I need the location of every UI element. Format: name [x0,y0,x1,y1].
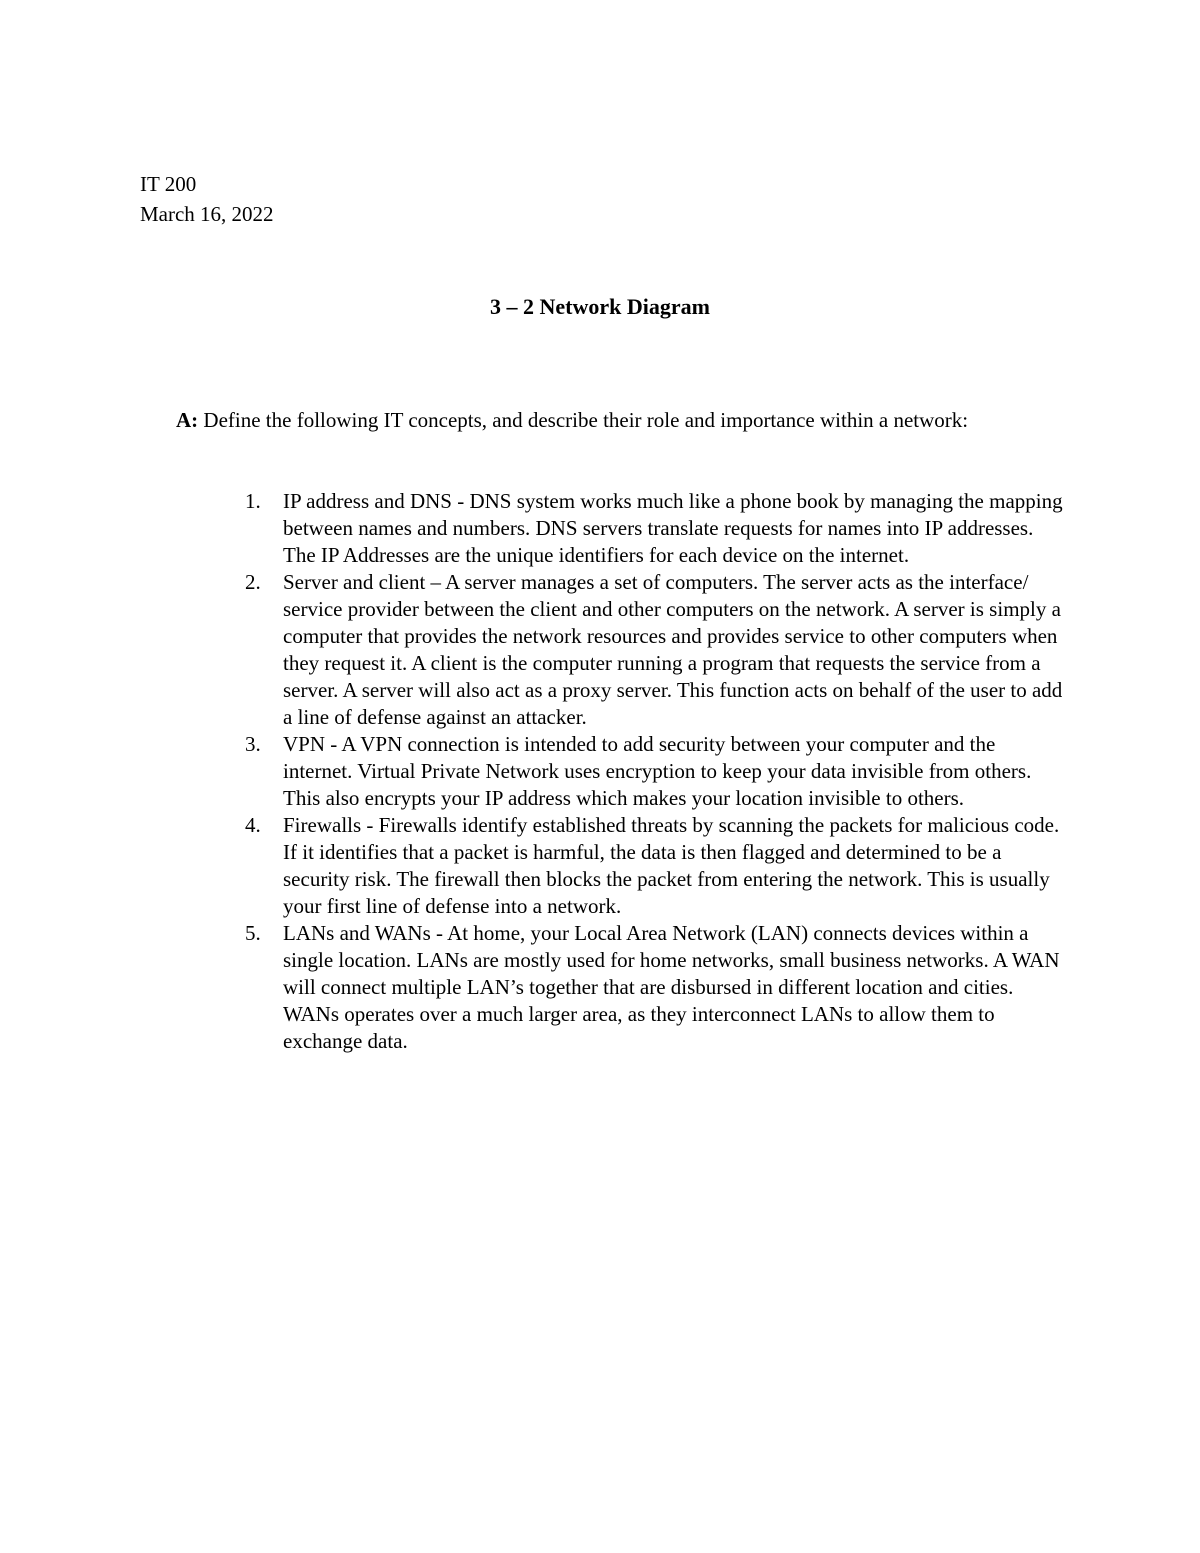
list-item-number: 3. [245,732,261,756]
list-item [0,731,1068,812]
list-item-text: VPN - A VPN connection is intended to add security between your computer and the internet. Virtual Private Network uses encryption to keep your data invisible from others. This also encrypts your IP address which makes your location invisible to others. [283,732,1032,810]
list-item-number: 1. [245,489,261,513]
list-item [0,569,1068,731]
list-item-text: IP address and DNS - DNS system works much like a phone book by managing the mapping between names and numbers. DNS servers translate requests for names into IP addresses. The IP Addresses are the unique identifiers for each device on the internet. [283,489,1063,567]
list-item-number: 5. [245,921,261,945]
document-date: March 16, 2022 [140,202,274,226]
list-item-number: 4. [245,813,261,837]
document-title: 3 – 2 Network Diagram [490,294,710,319]
list-item-number: 2. [245,570,261,594]
list-item [0,920,1068,1055]
concept-list [0,488,1200,1055]
list-item [0,488,1068,569]
list-item-text: LANs and WANs - At home, your Local Area Network (LAN) connects devices within a single location. LANs are mostly used for home networks, small business networks. A WAN will connect multiple LAN’s together that are disbursed in different location and cities. WANs operates over a much larger area, as they interconnect LANs to allow them to exchange data. [283,921,1060,1053]
question-prompt [176,407,1006,434]
question-text: Define the following IT concepts, and describe their role and importance within a network: [203,408,969,432]
list-item [0,812,1068,920]
course-label: IT 200 [140,172,197,196]
list-item-text: Firewalls - Firewalls identify established threats by scanning the packets for malicious code. If it identifies that a packet is harmful, the data is then flagged and determined to be a security risk. The firewall then blocks the packet from entering the network. This is usually your first line of defense into a network. [283,813,1060,918]
list-item-text: Server and client – A server manages a set of computers. The server acts as the interface/ service provider between the client and other computers on the network. A server is simply a computer that provides the network resources and provides service to other computers when they request it. A client is the computer running a program that requests the service from a server. A server will also act as a proxy server. This function acts on behalf of the user to add a line of defense against an attacker. [283,570,1063,729]
question-label: A: [176,408,199,432]
